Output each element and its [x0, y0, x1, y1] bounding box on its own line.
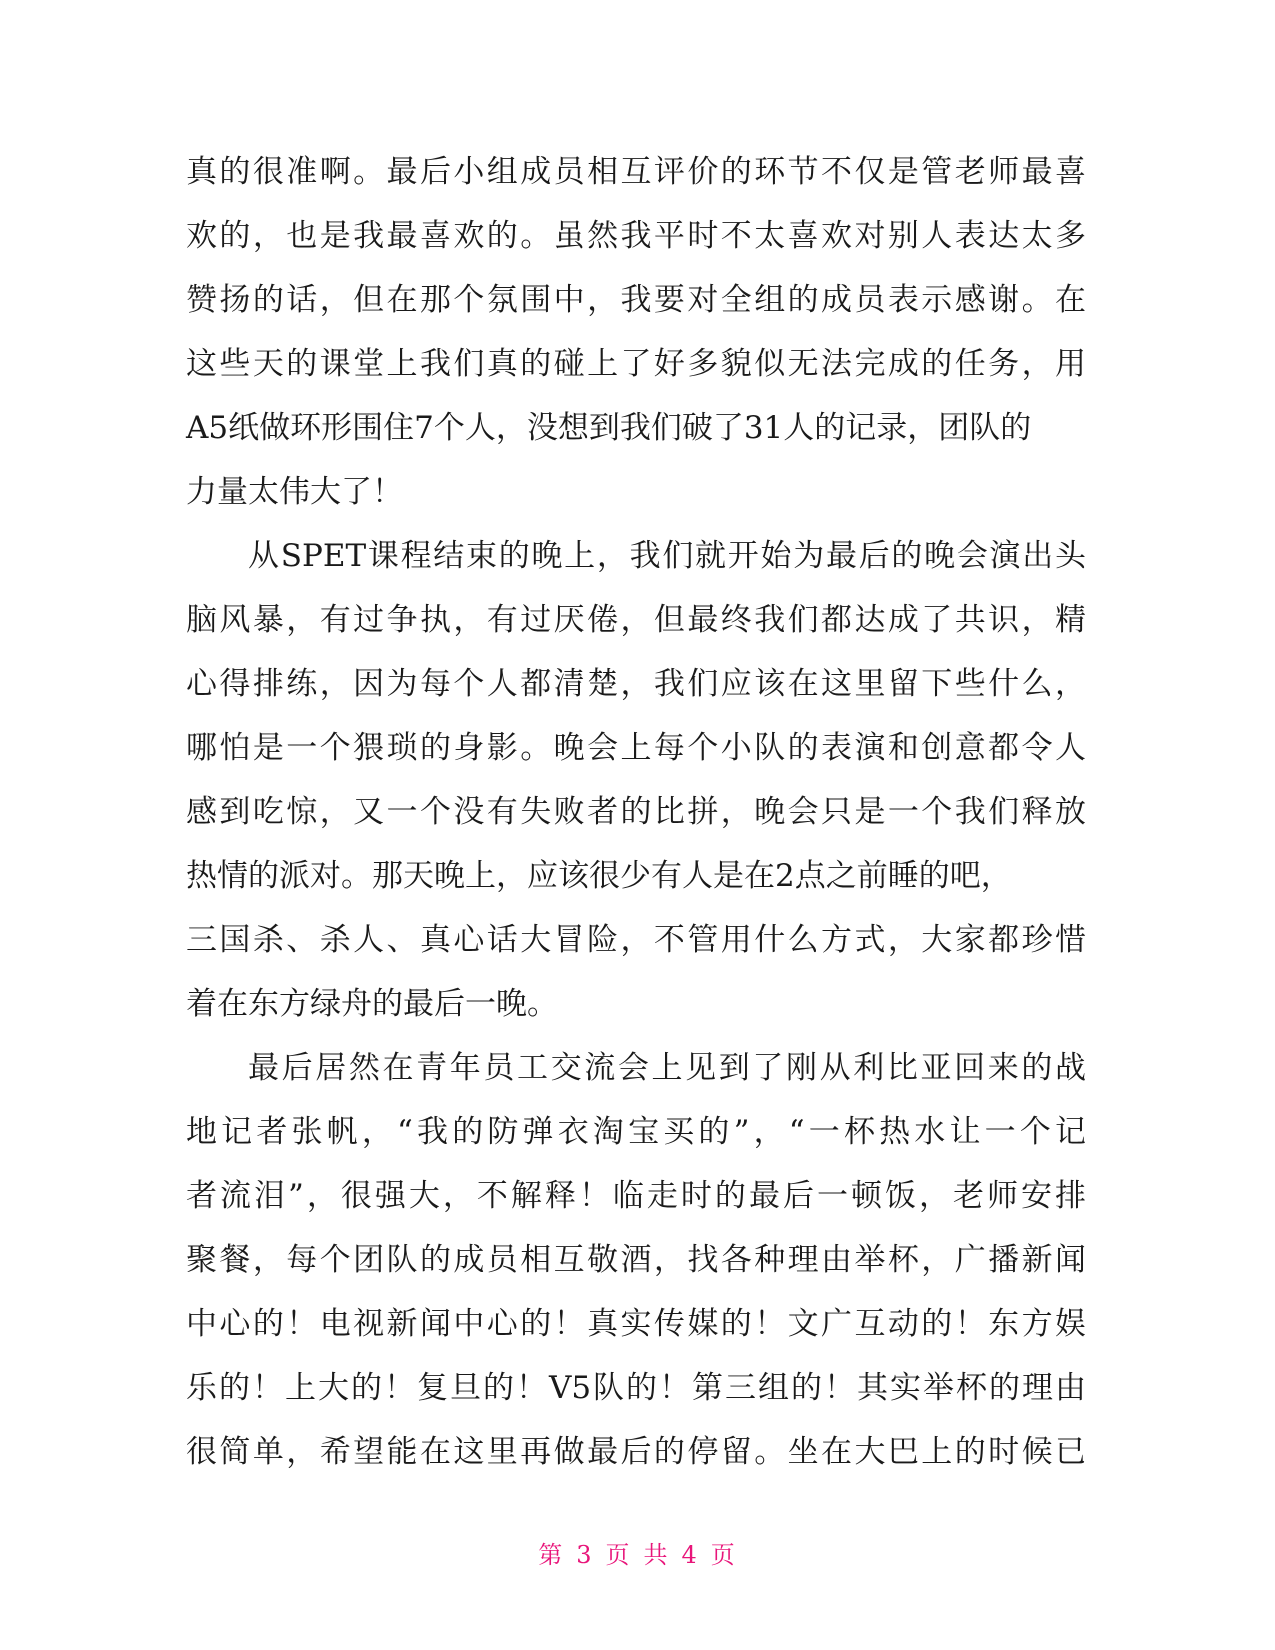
page-label-prefix: 第 — [538, 1541, 565, 1569]
text-line: 乐的！上大的！复旦的！V5队的！第三组的！其实举杯的理由 — [186, 1370, 1086, 1406]
text-line: 地记者张帆，“我的防弹衣淘宝买的”，“一杯热水让一个记 — [186, 1114, 1086, 1150]
text-line: 力量太伟大了！ — [186, 474, 403, 510]
text-line: 聚餐，每个团队的成员相互敬酒，找各种理由举杯，广播新闻 — [186, 1242, 1086, 1278]
text-line: 中心的！电视新闻中心的！真实传媒的！文广互动的！东方娱 — [186, 1306, 1086, 1342]
text-line: 赞扬的话，但在那个氛围中，我要对全组的成员表示感谢。在 — [186, 282, 1086, 318]
text-line: 脑风暴，有过争执，有过厌倦，但最终我们都达成了共识，精 — [186, 602, 1086, 638]
current-page-number: 3 — [576, 1541, 594, 1569]
page-label-suffix: 页 — [710, 1541, 737, 1569]
paragraph-first-line: 最后居然在青年员工交流会上见到了刚从利比亚回来的战 — [248, 1050, 1086, 1086]
text-line: A5纸做环形围住7个人，没想到我们破了31人的记录，团队的 — [186, 410, 1032, 446]
page-label-mid: 页 — [605, 1541, 632, 1569]
text-line: 三国杀、杀人、真心话大冒险，不管用什么方式，大家都珍惜 — [186, 922, 1086, 958]
text-line: 欢的，也是我最喜欢的。虽然我平时不太喜欢对别人表达太多 — [186, 218, 1086, 254]
text-line: 很简单，希望能在这里再做最后的停留。坐在大巴上的时候已 — [186, 1434, 1086, 1470]
text-line: 这些天的课堂上我们真的碰上了好多貌似无法完成的任务，用 — [186, 346, 1086, 382]
total-pages-number: 4 — [681, 1541, 699, 1569]
text-line: 者流泪”，很强大，不解释！临走时的最后一顿饭，老师安排 — [186, 1178, 1086, 1214]
text-line: 感到吃惊，又一个没有失败者的比拼，晚会只是一个我们释放 — [186, 794, 1086, 830]
paragraph-first-line: 从SPET课程结束的晚上，我们就开始为最后的晚会演出头 — [248, 538, 1086, 574]
total-label: 共 — [643, 1541, 670, 1569]
text-line: 热情的派对。那天晚上，应该很少有人是在2点之前睡的吧， — [186, 858, 1012, 894]
text-line: 心得排练，因为每个人都清楚，我们应该在这里留下些什么， — [186, 666, 1086, 702]
page-footer — [0, 1535, 1275, 1570]
document-body — [186, 140, 1086, 1484]
text-line: 真的很准啊。最后小组成员相互评价的环节不仅是管老师最喜 — [186, 154, 1086, 190]
text-line: 哪怕是一个猥琐的身影。晚会上每个小队的表演和创意都令人 — [186, 730, 1086, 766]
text-line: 着在东方绿舟的最后一晚。 — [186, 986, 558, 1022]
